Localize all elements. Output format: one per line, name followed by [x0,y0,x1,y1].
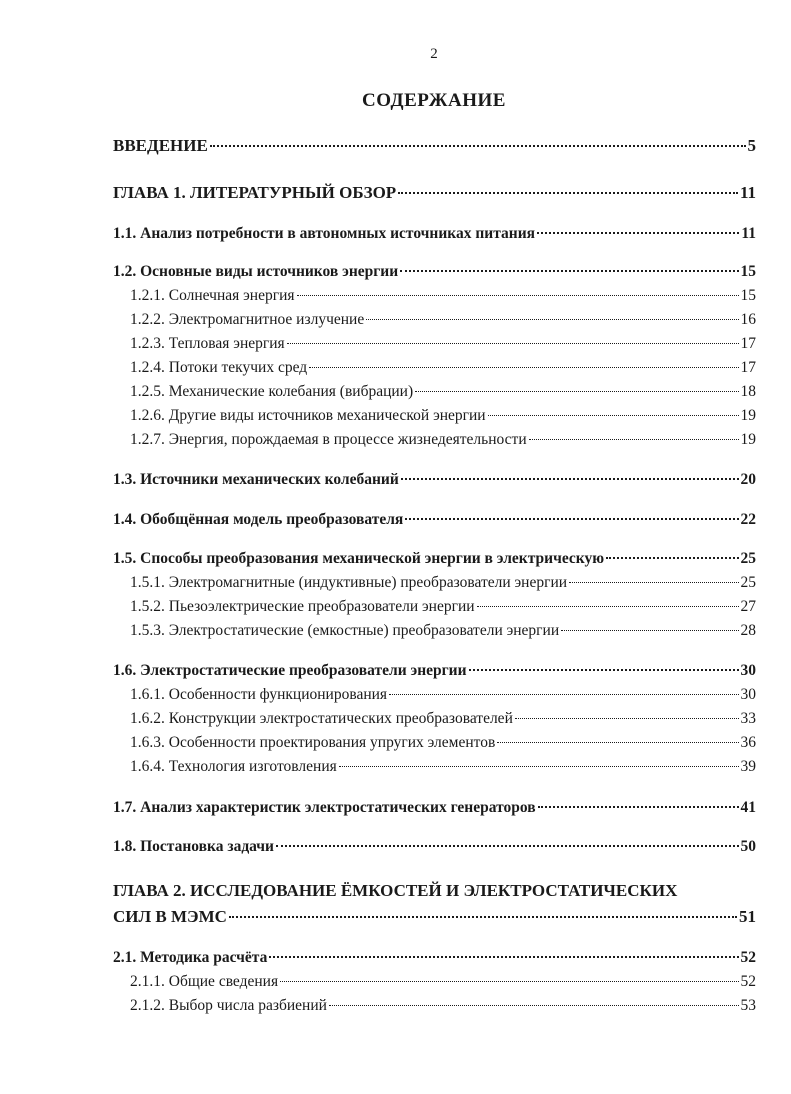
toc-entry-label: 1.6. Электростатические преобразователи энергии [113,662,467,679]
toc-entry-1-7[interactable] [113,798,756,818]
dot-leader [400,264,738,272]
toc-entry-2-1-2[interactable] [130,996,756,1016]
toc-entry-page: 22 [740,511,756,528]
toc-entry-label: 2.1. Методика расчёта [113,949,268,966]
toc-entry-1-2-4[interactable] [130,358,756,378]
toc-entry-label: 1.5.1. Электромагнитные (индуктивные) преобразователи энергии [130,574,568,591]
dot-leader [339,760,739,767]
toc-entry-1-5-1[interactable] [130,573,756,593]
toc-entry-page: 25 [740,574,756,591]
toc-entry-1-2-1[interactable] [130,286,756,306]
dot-leader [276,839,739,847]
toc-entry-label: 1.2.3. Тепловая энергия [130,335,285,352]
toc-entry-page: 52 [740,973,756,990]
toc-entry-page: 39 [740,758,756,775]
toc-entry-page: 17 [740,335,756,352]
toc-entry-page: 19 [740,407,756,424]
toc-entry-label: 1.6.4. Технология изготовления [130,758,337,775]
dot-leader [297,289,739,296]
dot-leader [287,337,739,344]
toc-entry-page: 20 [740,471,756,488]
toc-entry-label: 1.3. Источники механических колебаний [113,471,399,488]
toc-entry-page: 28 [740,622,756,639]
toc-entry-label: 1.2.5. Механические колебания (вибрации) [130,383,414,400]
toc-entry-1-2-5[interactable] [130,382,756,402]
dot-leader [229,910,737,918]
page-number: 2 [430,46,438,62]
toc-entry-1-2-2[interactable] [130,310,756,330]
toc-entry-label: 1.2. Основные виды источников энергии [113,263,399,280]
dot-leader [389,688,738,695]
toc-entry-label: 1.1. Анализ потребности в автономных источниках питания [113,225,536,242]
dot-leader [515,712,739,719]
toc-entry-page: 5 [747,136,756,155]
toc-entry-page: 16 [740,311,756,328]
toc-entry-label: 1.2.7. Энергия, порождаемая в процессе жизнедеятельности [130,431,527,448]
toc-entry-page: 11 [739,183,756,202]
toc-entry-label: 1.6.1. Особенности функционирования [130,686,388,703]
dot-leader [280,975,738,982]
toc-entry-page: 41 [740,799,756,816]
toc-entry-introduction[interactable] [113,136,756,156]
toc-entry-label: 1.4. Обобщённая модель преобразователя [113,511,404,528]
toc-entry-chapter-2-line1[interactable]: ГЛАВА 2. ИССЛЕДОВАНИЕ ЁМКОСТЕЙ И ЭЛЕКТРОСТАТИЧЕСКИХ [113,881,678,900]
toc-entry-label: 1.5.3. Электростатические (емкостные) преобразователи энергии [130,622,560,639]
dot-leader [415,385,738,392]
toc-entry-page: 18 [740,383,756,400]
dot-leader [537,226,739,234]
toc-entry-page: 11 [741,225,756,242]
toc-entry-1-8[interactable] [113,837,756,857]
toc-entry-page: 52 [740,949,756,966]
dot-leader [606,551,738,559]
toc-entry-page: 27 [740,598,756,615]
toc-entry-1-2[interactable] [113,262,756,282]
toc-entry-page: 30 [740,686,756,703]
dot-leader [210,139,746,147]
dot-leader [529,433,739,440]
dot-leader [469,663,739,671]
dot-leader [309,361,738,368]
dot-leader [269,950,738,958]
toc-entry-1-6-1[interactable] [130,685,756,705]
toc-entry-label: 1.8. Постановка задачи [113,838,274,855]
toc-entry-1-6-4[interactable] [130,757,756,777]
dot-leader [538,800,739,808]
toc-entry-1-6-2[interactable] [130,709,756,729]
toc-entry-1-5-3[interactable] [130,621,756,641]
dot-leader [401,472,739,480]
toc-entry-1-6[interactable] [113,661,756,681]
dot-leader [329,999,739,1006]
toc-entry-page: 15 [740,263,756,280]
toc-entry-1-2-6[interactable] [130,406,756,426]
toc-entry-page: 30 [740,662,756,679]
toc-entry-label: 2.1.2. Выбор числа разбиений [130,997,327,1014]
toc-entry-label: СИЛ В МЭМС [113,907,227,926]
toc-entry-page: 19 [740,431,756,448]
dot-leader [497,736,738,743]
toc-entry-2-1-1[interactable] [130,972,756,992]
toc-entry-label: 1.2.1. Солнечная энергия [130,287,295,304]
toc-entry-1-5-2[interactable] [130,597,756,617]
page-title: СОДЕРЖАНИЕ [362,90,506,111]
toc-entry-1-3[interactable] [113,470,756,490]
toc-entry-chapter-1[interactable] [113,183,756,203]
toc-entry-page: 36 [740,734,756,751]
dot-leader [405,512,738,520]
toc-entry-1-4[interactable] [113,510,756,530]
dot-leader [398,186,738,194]
toc-entry-label: ВВЕДЕНИЕ [113,136,208,155]
dot-leader [366,313,738,320]
dot-leader [477,600,739,607]
toc-entry-label: 1.6.2. Конструкции электростатических преобразователей [130,710,513,727]
toc-entry-label: 1.2.4. Потоки текучих сред [130,359,308,376]
toc-entry-1-2-3[interactable] [130,334,756,354]
toc-entry-page: 50 [740,838,756,855]
toc-entry-label: 2.1.1. Общие сведения [130,973,279,990]
toc-entry-2-1[interactable] [113,948,756,968]
toc-entry-label: 1.5.2. Пьезоэлектрические преобразователи энергии [130,598,475,615]
toc-entry-label: 1.7. Анализ характеристик электростатических генераторов [113,799,536,816]
toc-entry-1-1[interactable] [113,224,756,244]
toc-entry-label: ГЛАВА 1. ЛИТЕРАТУРНЫЙ ОБЗОР [113,183,397,202]
toc-entry-page: 15 [740,287,756,304]
dot-leader [561,624,738,631]
toc-entry-page: 51 [739,907,756,926]
toc-entry-page: 25 [740,550,756,567]
toc-entry-chapter-2[interactable] [113,907,756,927]
toc-entry-1-2-7[interactable] [130,430,756,450]
toc-entry-1-5[interactable] [113,549,756,569]
toc-entry-page: 33 [740,710,756,727]
dot-leader [488,409,739,416]
toc-entry-label: 1.2.2. Электромагнитное излучение [130,311,365,328]
toc-entry-label: 1.6.3. Особенности проектирования упругих элементов [130,734,496,751]
toc-entry-1-6-3[interactable] [130,733,756,753]
toc-entry-page: 17 [740,359,756,376]
toc-entry-page: 53 [740,997,756,1014]
toc-entry-label: 1.5. Способы преобразования механической энергии в электрическую [113,550,605,567]
toc-entry-label: 1.2.6. Другие виды источников механической энергии [130,407,486,424]
dot-leader [569,576,738,583]
